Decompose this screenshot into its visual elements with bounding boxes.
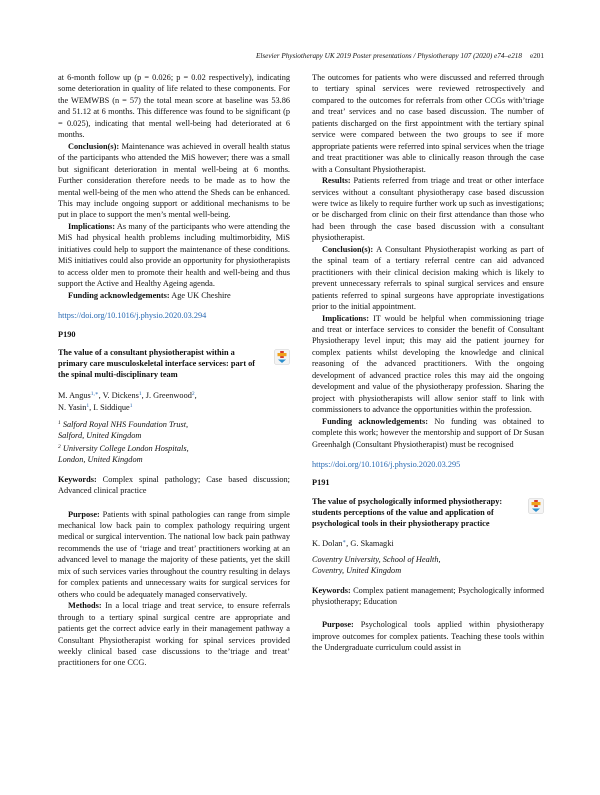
author: G. Skamagki bbox=[350, 539, 394, 549]
affiliation-line: London, United Kingdom bbox=[58, 454, 143, 464]
affiliation bbox=[58, 442, 290, 466]
affiliation bbox=[58, 418, 290, 442]
funding-label: Funding acknowledgements: bbox=[68, 290, 170, 300]
conclusion-paragraph bbox=[312, 244, 544, 313]
author: K. Dolan bbox=[312, 539, 343, 549]
implications-text: As many of the participants who were attending the MiS had physical health problems including multimorbidity, MiS initiatives could help to support the maintenance of these conditions. MiS initiatives could also provide an opportunity for physiotherapists to access older men to promote their health and well-being and thus support the Active and Healthy Ageing agenda. bbox=[58, 221, 290, 289]
conclusion-text: A Consultant Physiotherapist working as part of the spinal team of a tertiary referral centre can aid advanced practitioners with their clinical decision making which is likely to prevent unnecessary referrals to spinal surgical services and ensure patients referred to spinal surgeons have appropriate investigations prior to the initial appointment. bbox=[312, 244, 544, 312]
implications-text: IT would be helpful when commissioning triage and treat or interface services to consider the benefit of Consultant Physiotherapy level input; this may aid the patient journey for complex patients whilst developing the knowledge and clinical reasoning of the advanced practitioners. With the ongoing development of advanced practice roles this may aid the ongoing development and value of the physiotherapy profession. Sharing the project with physiotherapists will allow senior staff to link with commissioners to advance the opportunities within the profession. bbox=[312, 313, 544, 415]
affiliations bbox=[58, 418, 290, 465]
affiliation-line: Salford, United Kingdom bbox=[58, 431, 142, 441]
left-column bbox=[58, 72, 290, 669]
methods-text: In a local triage and treat service, to ensure referrals through to a tertiary spinal surgical centre are appropriate and patients get the correct advice early in their management pathway a Consultant Physiotherapist working for spinal services provided weekly clinical based case discussions to the’triage and treat’ practitioners for one CCG. bbox=[58, 601, 290, 668]
conclusion-label: Conclusion(s): bbox=[68, 141, 120, 151]
author-sup: ∗ bbox=[342, 539, 347, 546]
author-list: M. Angus$^{1,∗}$, V. Dickens$^1$, J. Greenwood$^2$, N. Yasin$^1$, I. Siddique$^1$ bbox=[58, 390, 197, 413]
keywords-label: Keywords: bbox=[312, 585, 351, 595]
author: J. Greenwood bbox=[145, 390, 192, 400]
right-column bbox=[312, 72, 544, 654]
abstract-title-row bbox=[312, 496, 544, 530]
funding-label: Funding acknowledgements: bbox=[322, 416, 428, 426]
funding-text: No funding was obtained to complete this work; however the mentorship and support of Dr Susan Greenhalgh (Consultant Physiotherapist) must be recognised bbox=[312, 416, 544, 449]
author: I. Siddique bbox=[93, 403, 130, 413]
keywords-label: Keywords: bbox=[58, 474, 97, 484]
affiliation-line: Coventry, United Kingdom bbox=[312, 565, 402, 575]
conclusion-label: Conclusion(s): bbox=[322, 244, 374, 254]
keywords bbox=[58, 474, 290, 497]
continued-paragraph: The outcomes for patients who were discussed and referred through to tertiary spinal services were reviewed retrospectively and compared to the outcomes for referrals from other CCGs with’triage and treat’ services and no case based discussion. The number of patients discharged on the first appointment with the tertiary spinal service were compared between the two groups to see if more appropriate patients were referred into spinal services when the triage and treat practitioner was able to clinically reason through the case with a Consultant Physiotherapist. bbox=[312, 73, 544, 174]
methods-paragraph bbox=[58, 600, 290, 669]
keywords bbox=[312, 585, 544, 608]
continued-paragraph: at 6-month follow up (p = 0.026; p = 0.02 respectively), indicating some deterioration in quality of life related to these components. For the WEMWBS (n = 57) the total mean score at baseline was 53.86 and 51.12 at 6 months. This difference was found to be significant (p = 0.025), indicating that mental well-being had deteriorated at 6 months. bbox=[58, 73, 290, 140]
conclusion-text: Maintenance was achieved in overall health status of the participants who attended the MiS however; there was a small but significant deterioration in mental well-being at 6 months. Further consideration therefore needs to be made as to how the mental well-being of the men who attend the Sheds can be enhanced. This may include ongoing support or additional mechanisms to be put in place to support the men’s mental well-being. bbox=[58, 141, 290, 220]
author-sup: 2 bbox=[191, 390, 195, 397]
abstract-title-row bbox=[58, 347, 290, 381]
affiliation-line: University College London Hospitals, bbox=[62, 444, 189, 454]
author-sup: 1 bbox=[86, 403, 90, 410]
results-text: Patients referred from triage and treat or other interface services without a consultant physiotherapy case based discussion were twice as likely to require further work up such as investigations; or be discharged from clinic on their first attendance than those who had been through the case based discussion with a consultant physiotherapist. bbox=[312, 176, 544, 243]
author: N. Yasin bbox=[58, 403, 87, 413]
implications-label: Implications: bbox=[68, 221, 116, 231]
keywords-text: Complex spinal pathology; Case based discussion; Advanced clinical practice bbox=[58, 474, 290, 496]
author: M. Angus bbox=[58, 390, 91, 400]
author-sup: 1 bbox=[129, 403, 133, 410]
purpose-label: Purpose: bbox=[68, 509, 100, 519]
purpose-text: Patients with spinal pathologies can range from simple mechanical low back pain to complex pathology requiring urgent medical or surgical intervention. The national low back pain pathway recommends the use of ‘triage and treat’ practitioners working at an advanced level to manage the majority of these patients, yet the skill mix of such services varies throughout the country resulting in delays for complex patients and unnecessary waits for surgical services for others who could be adequately managed conservatively. bbox=[58, 509, 290, 599]
affiliations bbox=[312, 555, 544, 577]
page-header bbox=[58, 52, 544, 64]
purpose-paragraph bbox=[312, 619, 544, 653]
doi-link[interactable]: https://doi.org/10.1016/j.physio.2020.03.295 bbox=[312, 459, 461, 469]
purpose-text: Psychological tools applied within physiotherapy improve outcomes for complex patients. Teaching these tools within the Undergraduate curriculum could assist in bbox=[312, 620, 544, 653]
methods-label: Methods: bbox=[68, 601, 102, 611]
affiliation-line: Coventry University, School of Health, bbox=[312, 554, 441, 564]
funding-paragraph bbox=[58, 290, 290, 301]
author-sup: 1,∗ bbox=[90, 390, 99, 397]
check-for-updates-icon[interactable] bbox=[528, 498, 544, 514]
affiliation-number: 2 bbox=[58, 444, 61, 451]
author-list: K. Dolan∗, G. Skamagki bbox=[312, 539, 394, 549]
funding-text: Age UK Cheshire bbox=[169, 290, 231, 300]
results-label: Results: bbox=[322, 176, 351, 186]
running-title: Elsevier Physiotherapy UK 2019 Poster presentations / Physiotherapy 107 (2020) e74–e218 bbox=[255, 52, 522, 60]
results-paragraph bbox=[312, 175, 544, 244]
page-number: e201 bbox=[530, 52, 544, 60]
implications-paragraph bbox=[312, 313, 544, 416]
affiliation-number: 1 bbox=[58, 420, 61, 427]
implications-label: Implications: bbox=[322, 313, 370, 323]
abstract-title: The value of psychologically informed physiotherapy: students perceptions of the value and application of psychological tools in their physiotherapy practice bbox=[312, 496, 503, 529]
purpose-label: Purpose: bbox=[322, 620, 354, 630]
keywords-text: Complex patient management; Psychologically informed physiotherapy; Education bbox=[312, 585, 544, 606]
purpose-paragraph bbox=[58, 509, 290, 601]
conclusion-paragraph bbox=[58, 141, 290, 221]
doi-link[interactable]: https://doi.org/10.1016/j.physio.2020.03.294 bbox=[58, 311, 207, 321]
affiliation-line: Salford Royal NHS Foundation Trust, bbox=[62, 420, 189, 430]
funding-paragraph bbox=[312, 416, 544, 450]
implications-paragraph bbox=[58, 221, 290, 290]
author: V. Dickens bbox=[102, 390, 139, 400]
poster-id: P190 bbox=[58, 329, 76, 339]
poster-id: P191 bbox=[312, 478, 330, 488]
abstract-title: The value of a consultant physiotherapist within a primary care musculoskeletal interface services: part of the spinal multi-disciplinary team bbox=[58, 347, 256, 380]
check-for-updates-icon[interactable] bbox=[274, 349, 290, 365]
author-sup: 1 bbox=[138, 390, 142, 397]
